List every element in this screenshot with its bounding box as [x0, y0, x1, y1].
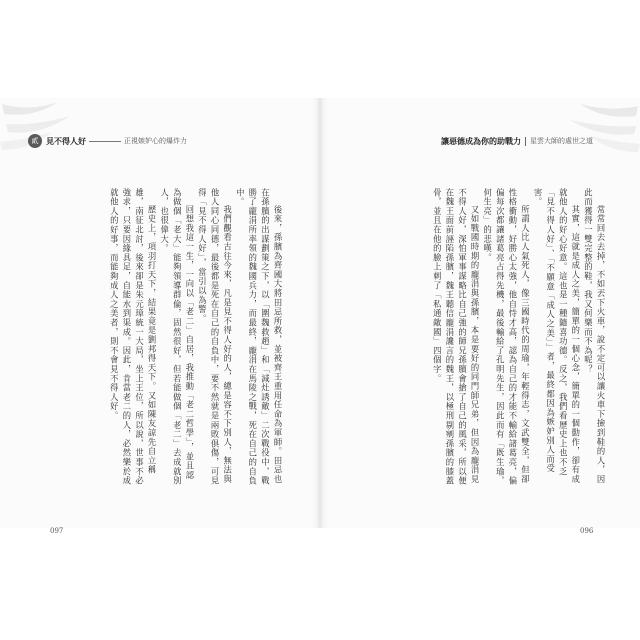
chapter-badge: 貳	[28, 134, 42, 148]
page-number-left: 097	[50, 527, 64, 535]
paragraph: 歷史上，項羽打天下，結果竟是劉邦得天下。又如陳友諒先自立稱雄，南征北討，後來卻是朱元璋統一大局，坐上王位，所以說，世事不必強求，只要因緣具足，自能水到渠成。因此，肯當老二的人，必然樂於成就他人的好事，而能夠成人之美者，則不會見不得人好。	[109, 188, 158, 486]
book-gutter	[319, 98, 321, 528]
bamboo-decoration-icon	[540, 98, 640, 158]
paragraph: 又如戰國時期的龐涓與孫臏，本是要好的同門師兄弟，但因為龐涓見不得人好，深怕軍事謀略比自己強的師兄孫臏會搶了自己的風采，所以便在魏王面前誣陷孫臏，魏王聽信龐涓讒言的魏王，以極刑剔剜孫臏的膝蓋骨，並且在他的臉上刺了「私通敵國」四個字。	[432, 188, 481, 486]
chapter-title: 見不得人好	[46, 135, 86, 146]
paragraph: 後來，孫臏為齊國大將田忌所救，並被齊王重用任命為軍師。田忌也在孫臏的出謀劃策之下，以「圍魏救趙」和「減灶誘敵」二次戰役中，戰勝了龐涓所率領的魏國兵力，而最終，龐涓在馬陵之戰，死在自己的自負中。	[235, 188, 283, 486]
page-number-right: 096	[580, 527, 594, 535]
paragraph: 其實，這就是成人之美，簡單的一個心念，簡單的一個動作，卻有成就他人的好心好意。這也是一種隨喜功德。反之，我們看歷史上也不乏「見不得人好」、「不願意「成人之美」」者，最終都因為嫉妒別人而受害。	[533, 188, 581, 484]
paragraph: 回想我這一生，一向以「老二」自居，我推動「老二哲學」，並且認為做個「老大」能夠領導群倫，固然很好，但若能做個「老二」去成就別人，也很偉大。	[159, 188, 195, 486]
book-title: 讓惡德成為你的助戰力	[441, 135, 521, 146]
paragraph: 常常回去去掉，不如丟下火車，說不定可以讓火車下撿到鞋的人，因此而獲得一雙完整的鞋，我又何樂而不為呢？	[583, 188, 606, 484]
header-rule	[89, 141, 121, 142]
chapter-subtitle: 正視嫉妒心的爆炸力	[124, 137, 187, 145]
left-page-body-text	[72, 188, 284, 488]
bamboo-decoration-icon	[0, 98, 90, 158]
right-running-header	[441, 134, 593, 148]
right-page-body-text	[381, 188, 607, 488]
paragraph: 所謂人比人氣死人，像三國時代的周瑜，年輕得志，文武雙全，但卻性格衝動，好勝心太強，他自恃才高，認為自己的才能不輸給諸葛亮，偏偏每次都讓諸葛亮占得先機，最後輸給了孔明先生，因此而有「既生瑜，何生亮」的悲嘆。	[482, 188, 531, 486]
book-subtitle: 星雲大師的處世之道	[530, 137, 593, 145]
header-separator	[525, 137, 526, 146]
paragraph: 我們觀看古往今來，凡是見不得人好的人，總是容不下別人，無法與他人同心同德，最後都是死在自己的自負中，要不然就是兩敗俱傷，可見得「見不得人好」，當引以為警。	[197, 188, 233, 486]
left-running-header	[28, 134, 187, 148]
